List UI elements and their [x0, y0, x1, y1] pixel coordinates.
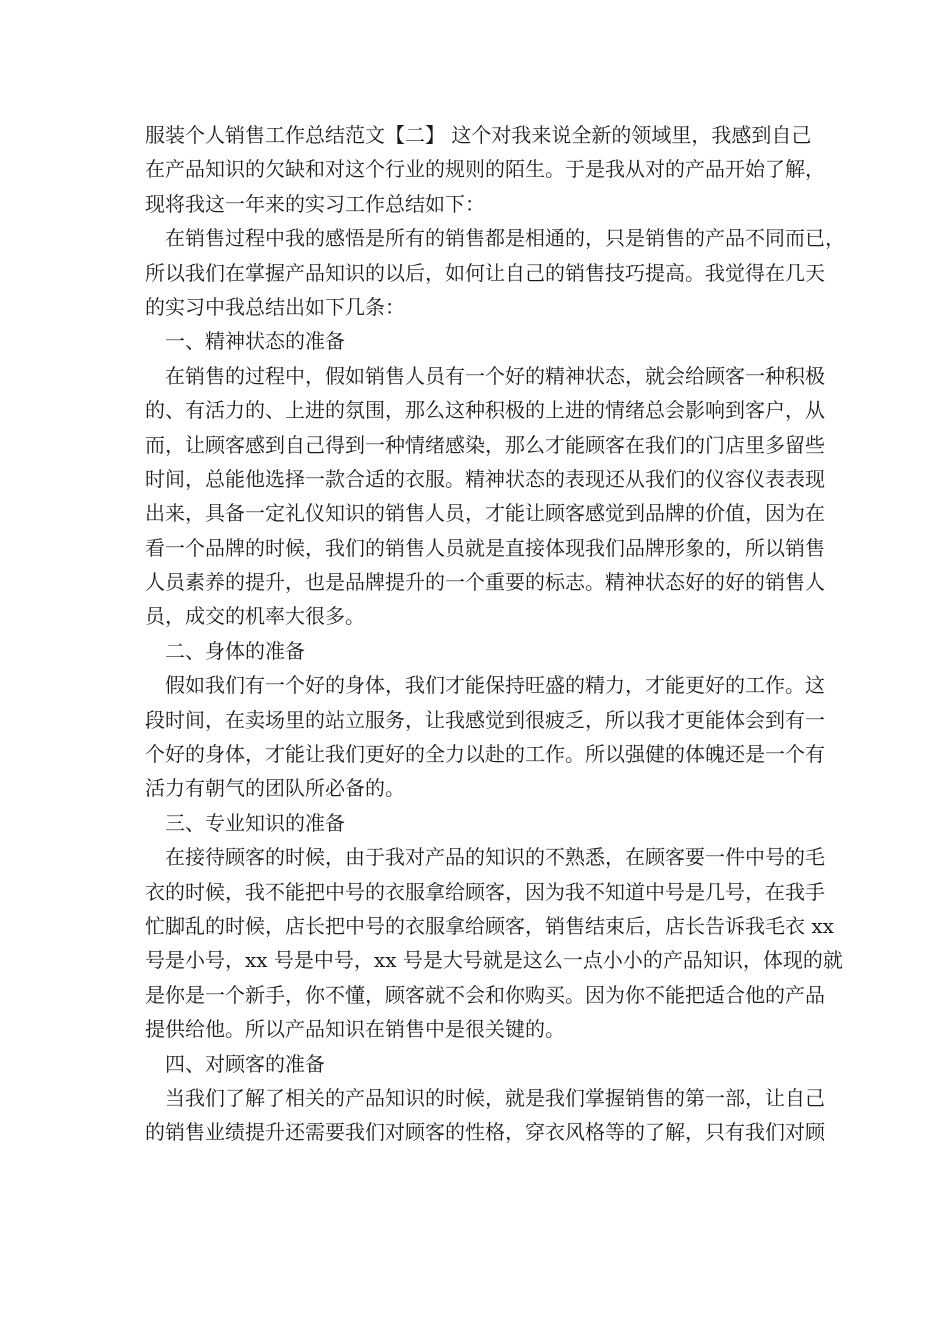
paragraph-line: 衣的时候，我不能把中号的衣服拿给顾客，因为我不知道中号是几号，在我手: [145, 879, 825, 904]
document-page: [145, 118, 845, 1150]
paragraph-line: 出来，具备一定礼仪知识的销售人员，才能让顾客感觉到品牌的价值，因为在: [145, 501, 825, 526]
paragraph-line: 在销售过程中我的感悟是所有的销售都是相通的，只是销售的产品不同而已，: [165, 226, 845, 251]
paragraph-line: 在接待顾客的时候，由于我对产品的知识的不熟悉，在顾客要一件中号的毛: [165, 845, 825, 870]
paragraph-line: 是你是一个新手，你不懂，顾客就不会和你购买。因为你不能把适合他的产品: [145, 982, 825, 1007]
paragraph-line: 看一个品牌的时候，我们的销售人员就是直接体现我们品牌形象的，所以销售: [145, 535, 825, 560]
paragraph-line: 段时间，在卖场里的站立服务，让我感觉到很疲乏，所以我才更能体会到有一: [145, 707, 825, 732]
paragraph-line: 人员素养的提升，也是品牌提升的一个重要的标志。精神状态好的好的销售人: [145, 570, 825, 595]
paragraph-line: 的实习中我总结出如下几条：: [145, 294, 405, 319]
paragraph-line: 提供给他。所以产品知识在销售中是很关键的。: [145, 1017, 565, 1042]
paragraph-line: 忙脚乱的时候，店长把中号的衣服拿给顾客，销售结束后，店长告诉我毛衣 xx: [145, 913, 834, 938]
paragraph-line: 而，让顾客感到自己得到一种情绪感染，那么才能顾客在我们的门店里多留些: [145, 432, 825, 457]
paragraph-line: 所以我们在掌握产品知识的以后，如何让自己的销售技巧提高。我觉得在几天: [145, 260, 825, 285]
paragraph-line: 员，成交的机率大很多。: [145, 604, 365, 629]
intro-line: 现将我这一年来的实习工作总结如下：: [145, 191, 485, 216]
paragraph-line: 时间，总能他选择一款合适的衣服。精神状态的表现还从我们的仪容仪表表现: [145, 466, 825, 491]
intro-line: 在产品知识的欠缺和对这个行业的规则的陌生。于是我从对的产品开始了解，: [145, 157, 825, 182]
paragraph-line: 假如我们有一个好的身体，我们才能保持旺盛的精力，才能更好的工作。这: [165, 673, 825, 698]
section-heading: 一、精神状态的准备: [165, 329, 345, 354]
section-heading: 二、身体的准备: [165, 638, 305, 663]
paragraph-line: 当我们了解了相关的产品知识的时候，就是我们掌握销售的第一部，让自己: [165, 1085, 825, 1110]
paragraph-line: 的销售业绩提升还需要我们对顾客的性格，穿衣风格等的了解，只有我们对顾: [145, 1120, 825, 1145]
paragraph-line: 的、有活力的、上进的氛围，那么这种积极的上进的情绪总会影响到客户，从: [145, 398, 825, 423]
paragraph-line: 在销售的过程中，假如销售人员有一个好的精神状态，就会给顾客一种积极: [165, 363, 825, 388]
paragraph-line: 活力有朝气的团队所必备的。: [145, 776, 405, 801]
section-heading: 三、专业知识的准备: [165, 810, 345, 835]
section-heading: 四、对顾客的准备: [165, 1051, 325, 1076]
paragraph-line: 个好的身体，才能让我们更好的全力以赴的工作。所以强健的体魄还是一个有: [145, 742, 825, 767]
paragraph-line: 号是小号，xx 号是中号，xx 号是大号就是这么一点小小的产品知识，体现的就: [145, 948, 843, 973]
intro-line: 服装个人销售工作总结范文【二】 这个对我来说全新的领域里，我感到自己: [145, 123, 812, 147]
